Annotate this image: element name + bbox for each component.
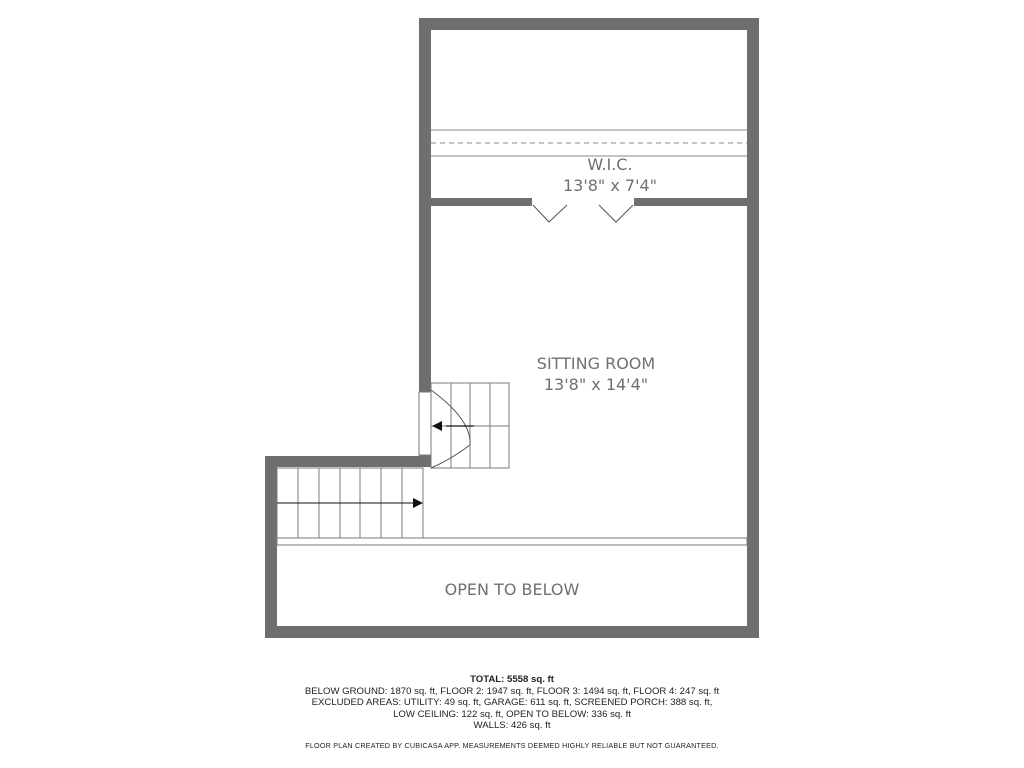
sitting-room-name: SITTING ROOM <box>536 354 656 373</box>
excluded-areas: EXCLUDED AREAS: UTILITY: 49 sq. ft, GARAGE: 611 sq. ft, SCREENED PORCH: 388 sq. ft, <box>311 697 713 709</box>
lower-stair <box>277 468 423 538</box>
disclaimer: FLOOR PLAN CREATED BY CUBICASA APP. MEASUREMENTS DEEMED HIGHLY RELIABLE BUT NOT GUARANTEED. <box>305 741 719 750</box>
wic-name: W.I.C. <box>587 155 633 174</box>
total-area: TOTAL: 5558 sq. ft <box>470 674 554 685</box>
excluded-areas-cont: LOW CEILING: 122 sq. ft, OPEN TO BELOW: 336 sq. ft <box>393 708 631 720</box>
sitting-room-dims: 13'8" x 14'4" <box>543 375 649 394</box>
wic-dims: 13'8" x 7'4" <box>562 176 658 195</box>
floor-areas: BELOW GROUND: 1870 sq. ft, FLOOR 2: 1947 sq. ft, FLOOR 3: 1494 sq. ft, FLOOR 4: 247 sq. ft <box>304 685 720 697</box>
open-to-below-label: OPEN TO BELOW <box>444 580 580 599</box>
area-summary <box>0 674 1024 732</box>
balcony-railing <box>277 538 747 545</box>
lower-stair-arrow-icon <box>413 498 423 508</box>
wic-wall-right <box>634 198 747 206</box>
bifold-door <box>533 205 633 222</box>
closet-shelf <box>431 130 747 156</box>
walls-area: WALLS: 426 sq. ft <box>473 720 551 732</box>
stair-door-jamb <box>419 392 431 455</box>
wic-wall-left <box>431 198 532 206</box>
